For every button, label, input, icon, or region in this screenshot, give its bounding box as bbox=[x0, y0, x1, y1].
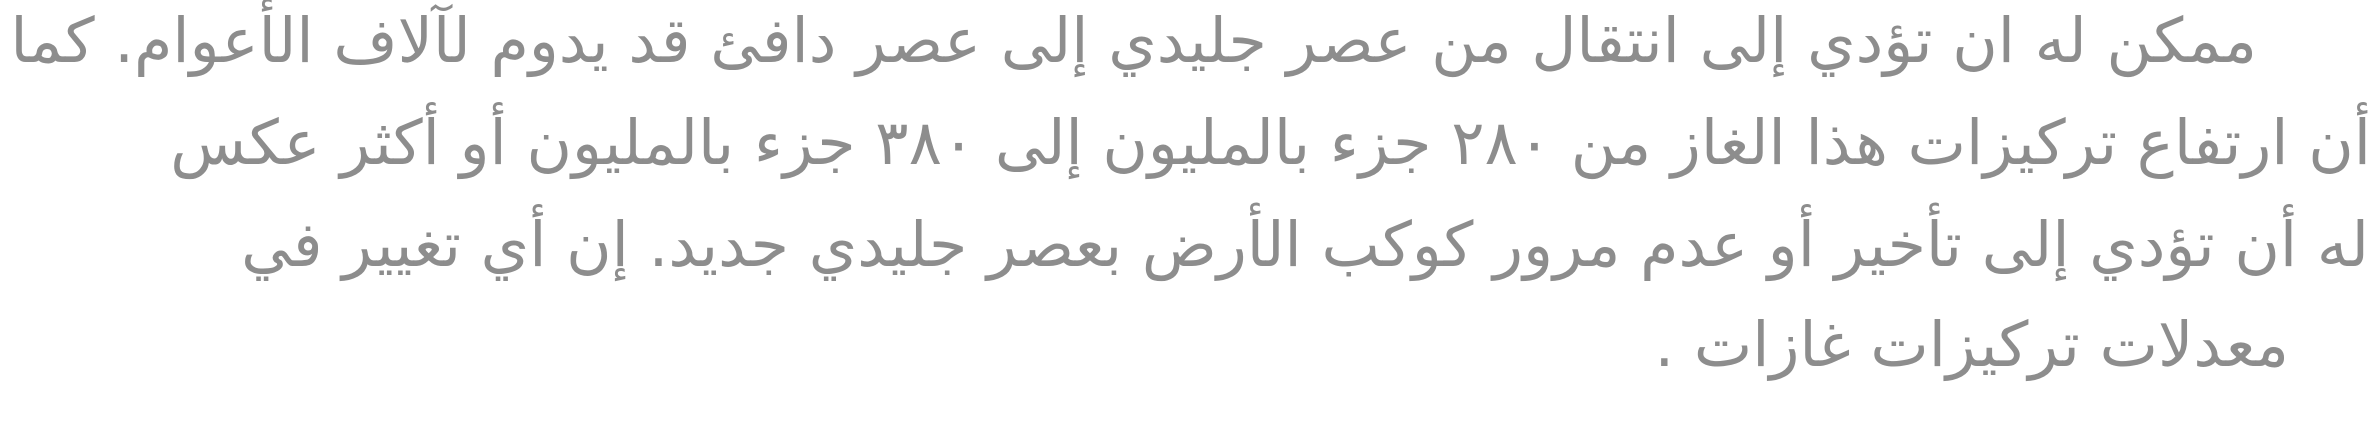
note-line-3: له أن تؤدي إلى تأخير أو عدم مرور كوكب الأرض بعصر جليدي جديد. إن أي تغيير في bbox=[241, 208, 2369, 281]
note-line-2: أن ارتفاع تركيزات هذا الغاز من ٢٨٠ جزء بالمليون إلى ٣٨٠ جزء بالمليون أو أكثر عكس bbox=[170, 106, 2371, 179]
note-line-4: معدلات تركيزات غازات . bbox=[1654, 308, 2289, 381]
note-line-1: ممكن له ان تؤدي إلى انتقال من عصر جليدي إلى عصر دافئ قد يدوم لآلاف الأعوام. كما bbox=[10, 4, 2257, 77]
